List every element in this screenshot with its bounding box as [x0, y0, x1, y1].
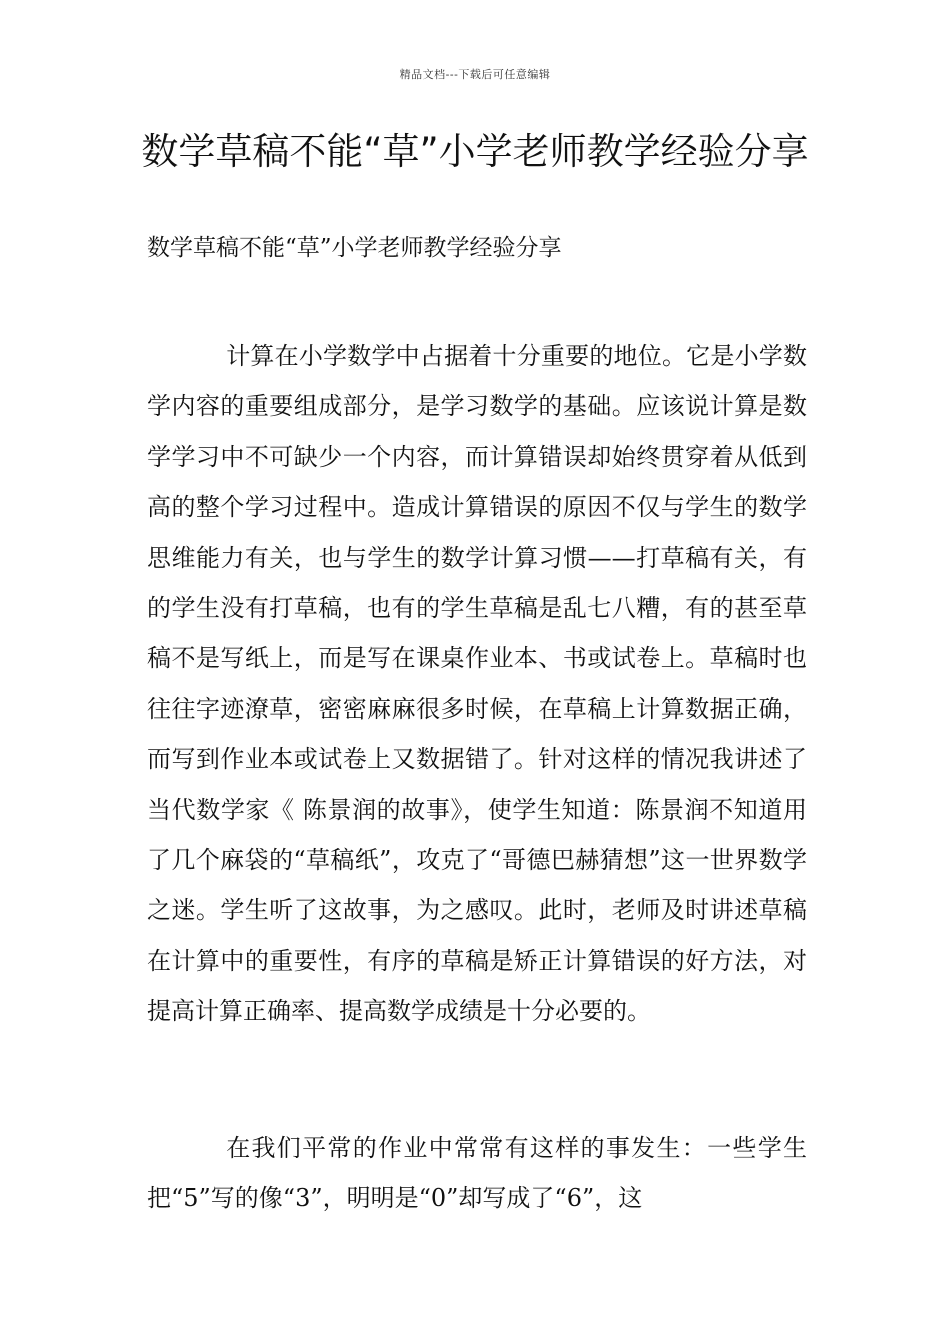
document-title: 数学草稿不能“草”小学老师教学经验分享: [141, 130, 809, 173]
body-paragraph: 在我们平常的作业中常常有这样的事发生：一些学生把“5”写的像“3”，明明是“0”却写成了“6”，这: [147, 1134, 807, 1213]
document-subtitle: 数学草稿不能“草”小学老师教学经验分享: [147, 235, 562, 261]
header-note: 精品文档---下载后可任意编辑: [399, 68, 551, 81]
body-paragraph: 计算在小学数学中占据着十分重要的地位。它是小学数学内容的重要组成部分，是学习数学的基础。应该说计算是数学学习中不可缺少一个内容，而计算错误却始终贯穿着从低到高的整个学习过程中。造成计算错误的原因不仅与学生的数学思维能力有关，也与学生的数学计算习惯——打草稿有关，有的学生没有打草稿，也有的学生草稿是乱七八糟，有的甚至草稿不是写纸上，而是写在课桌作业本、书或试卷上。草稿时也往往字迹潦草，密密麻麻很多时候，在草稿上计算数据正确，而写到作业本或试卷上又数据错了。针对这样的情况我讲述了当代数学家《 陈景润的故事》，使学生知道：陈景润不知道用了几个麻袋的“草稿纸”，攻克了“哥德巴赫猜想”这一世界数学之迷。学生听了这故事，为之感叹。此时，老师及时讲述草稿在计算中的重要性，有序的草稿是矫正计算错误的好方法，对提高计算正确率、提高数学成绩是十分必要的。: [147, 342, 807, 1026]
